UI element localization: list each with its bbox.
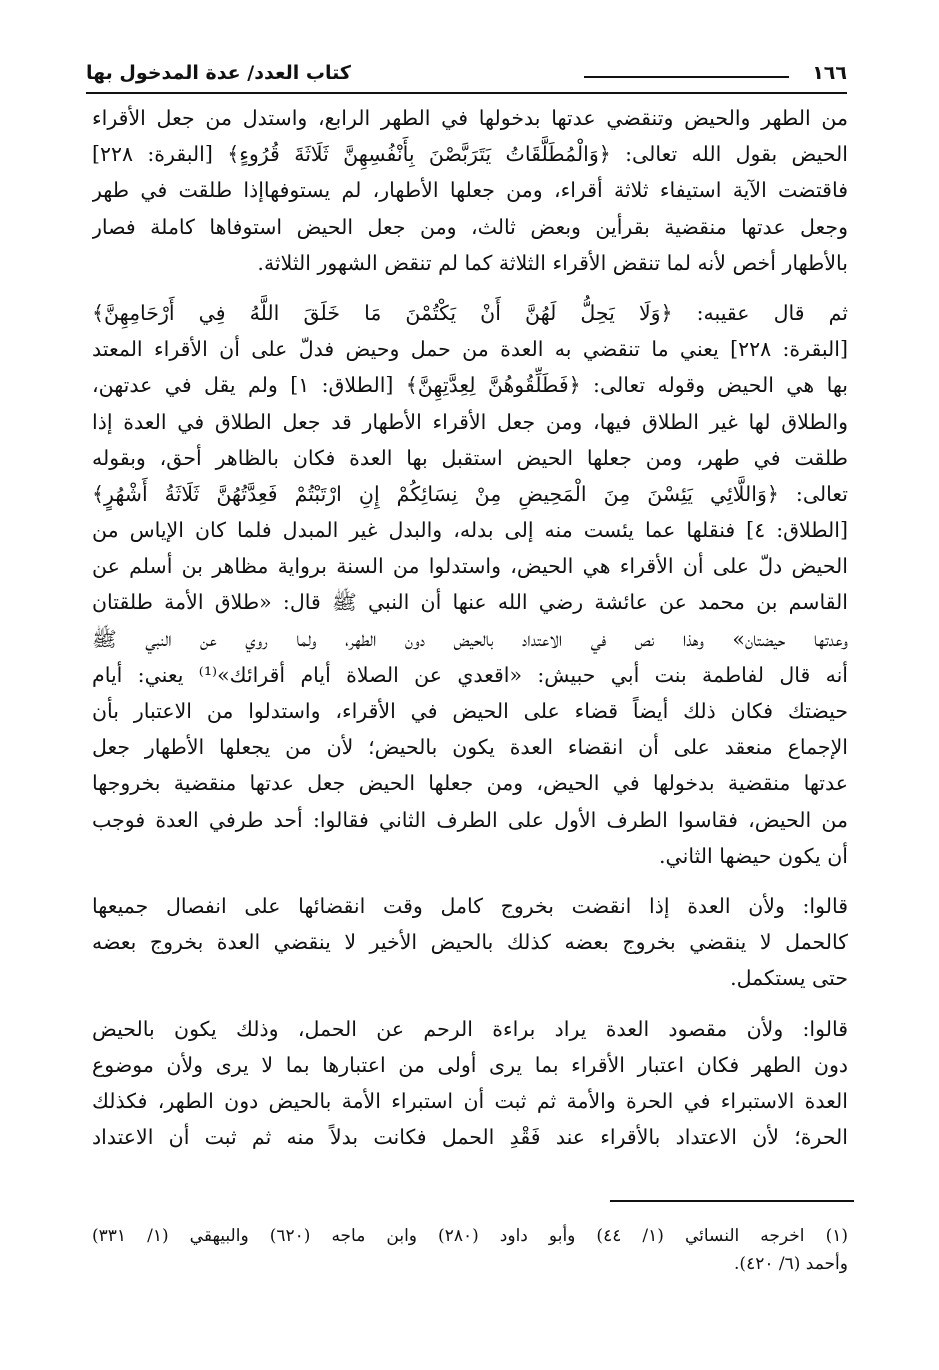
header-dash xyxy=(584,76,789,78)
text-line: وعدتها حيضتان» وهذا نص في الاعتداد بالحيض دون الطهر، ولما روي عن النبي ﷺ xyxy=(92,626,848,651)
text-line: عدتها منقضية بدخولها في الحيض، ومن جعلها الحيض جعل عدتها منقضية بخروجها xyxy=(92,771,848,796)
text-line: كالحمل لا ينقضي بخروج بعضه كذلك بالحيض الأخير لا ينقضي العدة بخروج بعضه xyxy=(92,930,848,955)
text-line: قالوا: ولأن العدة إذا انقضت بخروج كامل وقت انقضائها على انفصال جميعها xyxy=(92,893,848,918)
footnotes xyxy=(92,1222,848,1278)
text-line: دون الطهر فكان اعتبار الأقراء بما يرى أولى من اعتبارها بما لا يرى ولأن موضوع xyxy=(92,1052,848,1077)
text-line: العدة الاستبراء في الحرة والأمة ثم ثبت أن استبراء الأمة بالحيض دون الطهر، فكذلك xyxy=(92,1088,848,1113)
text-line: بها هي الحيض وقوله تعالى: ﴿فَطَلِّقُوهُنَّ لِعِدَّتِهِنَّ﴾ [الطلاق: ١] ولم يقل في عدتهن، xyxy=(92,373,848,398)
text-line: قالوا: ولأن مقصود العدة يراد براءة الرحم عن الحمل، وذلك يكون بالحيض xyxy=(92,1016,848,1041)
header-rule xyxy=(86,92,847,94)
page-header xyxy=(86,60,847,90)
text-line: من الحيض، فقاسوا الطرف الأول على الطرف الثاني فقالوا: أحد طرفي العدة فوجب xyxy=(92,807,848,832)
text-line: الحرة؛ لأن الاعتداد بالأقراء عند فَقْدِ الحمل فكانت بدلاً منه ثم ثبت أن الاعتداد xyxy=(92,1125,848,1150)
text-line: الإجماع منعقد على أن انقضاء العدة يكون بالحيض؛ لأن من يجعلها الأطهار جعل xyxy=(92,735,848,760)
footnote-line: (١) اخرجه النسائي (١/ ٤٤) وأبو داود (٢٨٠) وابن ماجه (٦٢٠) والبيهقي (١/ ٣٣١) xyxy=(92,1226,848,1246)
text-line: أن يكون حيضها الثاني. xyxy=(659,843,848,868)
text-line: حيضتك فكان ذلك أيضاً قضاء على الحيض في الأقراء، واستدلوا من الاعتبار بأن xyxy=(92,699,848,723)
text-line: الحيض بقول الله تعالى: ﴿وَالْمُطَلَّقَاتُ يَتَرَبَّصْنَ بِأَنْفُسِهِنَّ ثَلَاثَةَ قُرُوءٍ﴾ [البقرة: ٢٢٨] xyxy=(92,142,848,167)
text-line: أنه قال لفاطمة بنت أبي حبيش: «اقعدي عن الصلاة أيام أقرائك»⁽¹⁾ يعني: أيام xyxy=(92,662,848,687)
text-line: القاسم بن محمد عن عائشة رضي الله عنها أن النبي ﷺ قال: «طلاق الأمة طلقتان xyxy=(92,590,848,615)
text-line: والطلاق لها غير الطلاق فيها، ومن جعل الأقراء الأطهار قد جعل الطلاق في العدة إذا xyxy=(92,409,848,434)
text-line: الحيض دلّ على أن الأقراء هي الحيض، واستدلوا من السنة برواية مظاهر بن أسلم عن xyxy=(92,554,848,579)
text-line: بالأطهار أخص لأنه لما تنقض الأقراء الثلاثة كما لم تنقض الشهور الثلاثة. xyxy=(257,250,848,275)
running-title: كتاب العدد/ عدة المدخول بها xyxy=(86,62,351,84)
text-line: [البقرة: ٢٢٨] يعني ما تنقضي به العدة من حمل وحيض فدلّ على أن الأقراء المعتد xyxy=(92,337,848,362)
text-line: ثم قال عقيبه: ﴿وَلَا يَحِلُّ لَهُنَّ أَنْ يَكْتُمْنَ مَا خَلَقَ اللَّهُ فِي أَرْحَامِهِنَّ﴾ xyxy=(92,300,848,325)
text-line: طلقت في طهر، ومن جعلها الحيض استقبل بها العدة فكان بالظاهر أحق، وبقوله xyxy=(92,445,848,470)
footnote-line: وأحمد (٦/ ٤٢٠). xyxy=(734,1254,848,1274)
text-line: من الطهر والحيض وتنقضي عدتها بدخولها في الطهر الرابع، واستدل من جعل الأقراء xyxy=(92,106,848,130)
footnote-separator xyxy=(610,1200,854,1202)
page-number: ١٦٦ xyxy=(812,62,847,84)
text-line: [الطلاق: ٤] فنقلها عما يئست منه إلى بدله، والبدل غير المبدل فلما كان الإياس من xyxy=(92,518,848,543)
text-line: وجعل عدتها منقضية بقرأين وبعض ثالث، ومن جعل الحيض استوفاها كاملة فصار xyxy=(92,214,848,239)
text-line: حتى يستكمل. xyxy=(730,966,848,991)
text-line: تعالى: ﴿وَاللَّائِي يَئِسْنَ مِنَ الْمَحِيضِ مِنْ نِسَائِكُمْ إِنِ ارْتَبْتُمْ فَعِدَّتُهُنَّ ثَلَاثَةُ أَشْهُرٍ﴾ xyxy=(92,481,848,506)
main-text xyxy=(92,100,848,1155)
text-line: فاقتضت الآية استيفاء ثلاثة أقراء، ومن جعلها الأطهار، لم يستوفهاإذا طلقت في طهر xyxy=(92,178,848,203)
